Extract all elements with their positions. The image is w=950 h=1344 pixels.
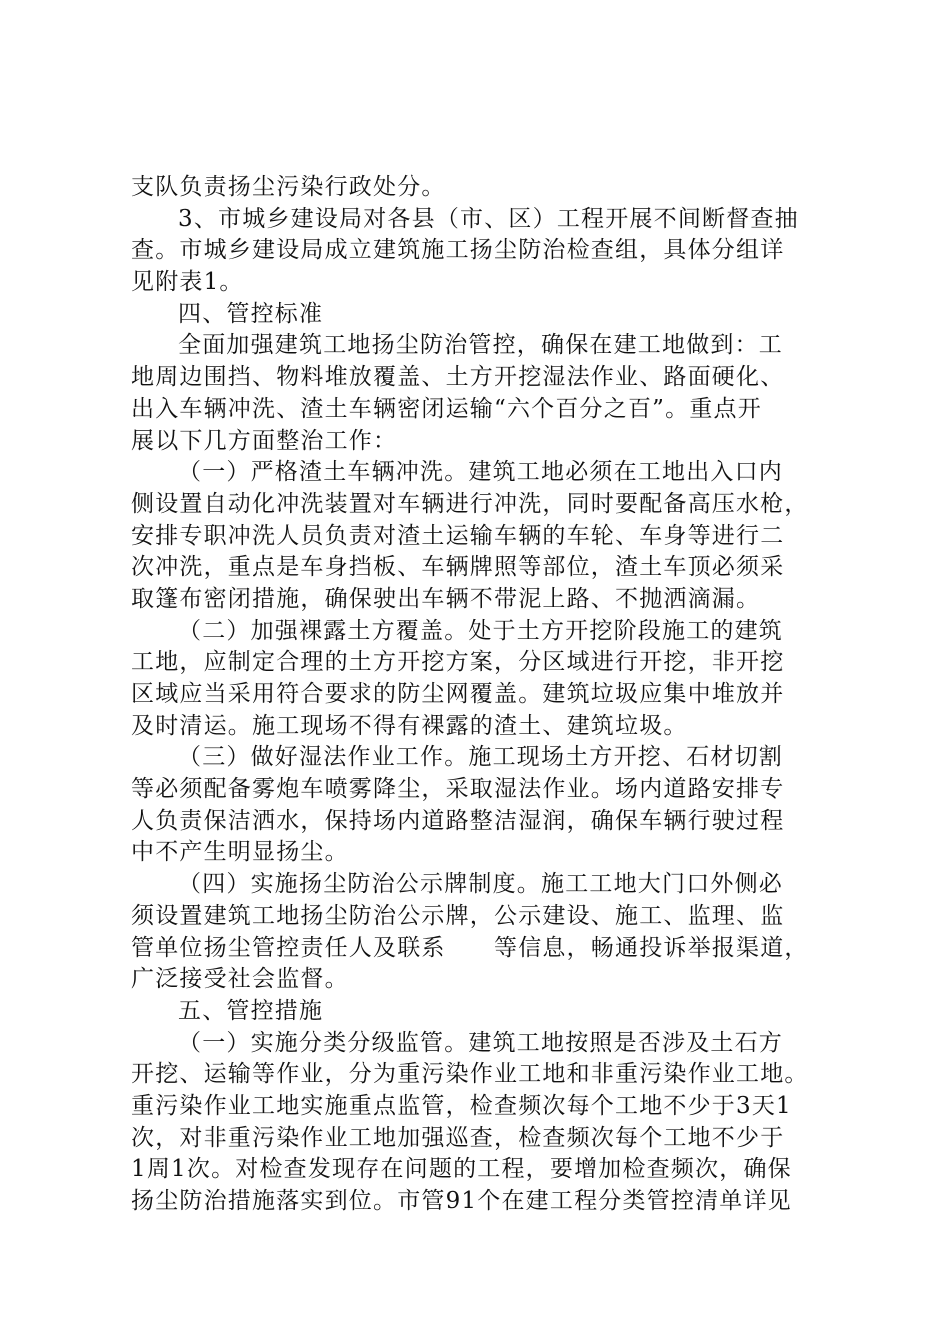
document-line: 广泛接受社会监督。 (131, 966, 349, 993)
document-body (131, 172, 831, 1218)
document-line: （二）加强裸露土方覆盖。处于土方开挖阶段施工的建筑 (178, 617, 783, 644)
document-line: 区域应当采用符合要求的防尘网覆盖。建筑垃圾应集中堆放并 (131, 681, 785, 707)
document-line: 1周1次。对检查发现存在问题的工程，要增加检查频次，确保 (131, 1156, 792, 1183)
document-line: 人负责保洁洒水，保持场内道路整洁湿润，确保车辆行驶过程 (131, 807, 785, 834)
document-line: （三）做好湿法作业工作。施工现场土方开挖、石材切割 (178, 744, 783, 771)
document-line: 等必须配备雾炮车喷雾降尘，采取湿法作业。场内道路安排专 (131, 776, 785, 803)
document-line: 中不产生明显扬尘。 (131, 839, 349, 866)
document-line: 3、市城乡建设局对各县（市、区）工程开展不间断督查抽 (178, 205, 799, 232)
document-line: 五、管控措施 (178, 997, 324, 1024)
document-line: 扬尘防治措施落实到位。市管91个在建工程分类管控清单详见 (131, 1188, 792, 1214)
document-line: 取篷布密闭措施，确保驶出车辆不带泥上路、不抛洒滴漏。 (131, 585, 761, 612)
document-line: 四、管控标准 (178, 300, 324, 327)
document-line: 查。市城乡建设局成立建筑施工扬尘防治检查组，具体分组详 (131, 237, 785, 264)
document-line: 全面加强建筑工地扬尘防治管控，确保在建工地做到：工 (178, 332, 783, 359)
document-line: 次，对非重污染作业工地加强巡查，检查频次每个工地不少于 (131, 1124, 785, 1151)
document-line: 支队负责扬尘污染行政处分。 (131, 174, 446, 200)
document-line: 须设置建筑工地扬尘防治公示牌，公示建设、施工、监理、监 (131, 902, 785, 929)
document-line: 地周边围挡、物料堆放覆盖、土方开挖湿法作业、路面硬化、 (131, 364, 785, 391)
document-line: （一）实施分类分级监管。建筑工地按照是否涉及土石方 (178, 1029, 783, 1056)
document-line: 重污染作业工地实施重点监管，检查频次每个工地不少于3天1 (131, 1092, 792, 1119)
document-line: （四）实施扬尘防治公示牌制度。施工工地大门口外侧必 (178, 871, 783, 898)
document-line: 次冲洗，重点是车身挡板、车辆牌照等部位，渣土车顶必须采 (131, 554, 785, 581)
document-line: 工地，应制定合理的土方开挖方案，分区域进行开挖，非开挖 (131, 649, 785, 676)
document-line: 开挖、运输等作业，分为重污染作业工地和非重污染作业工地。 (131, 1061, 809, 1088)
document-line: 及时清运。施工现场不得有裸露的渣土、建筑垃圾。 (131, 712, 688, 739)
document-line: 安排专职冲洗人员负责对渣土运输车辆的车轮、车身等进行二 (131, 522, 785, 549)
document-line: 见附表1。 (131, 269, 244, 296)
document-line: （一）严格渣土车辆冲洗。建筑工地必须在工地出入口内 (178, 459, 783, 486)
document-line: 出入车辆冲洗、渣土车辆密闭运输“六个百分之百”。重点开 (131, 395, 762, 422)
document-line: 展以下几方面整治工作： (131, 427, 398, 454)
document-line: 管单位扬尘管控责任人及联系 等信息，畅通投诉举报渠道， (131, 934, 809, 961)
document-line: 侧设置自动化冲洗装置对车辆进行冲洗，同时要配备高压水枪， (131, 490, 809, 517)
